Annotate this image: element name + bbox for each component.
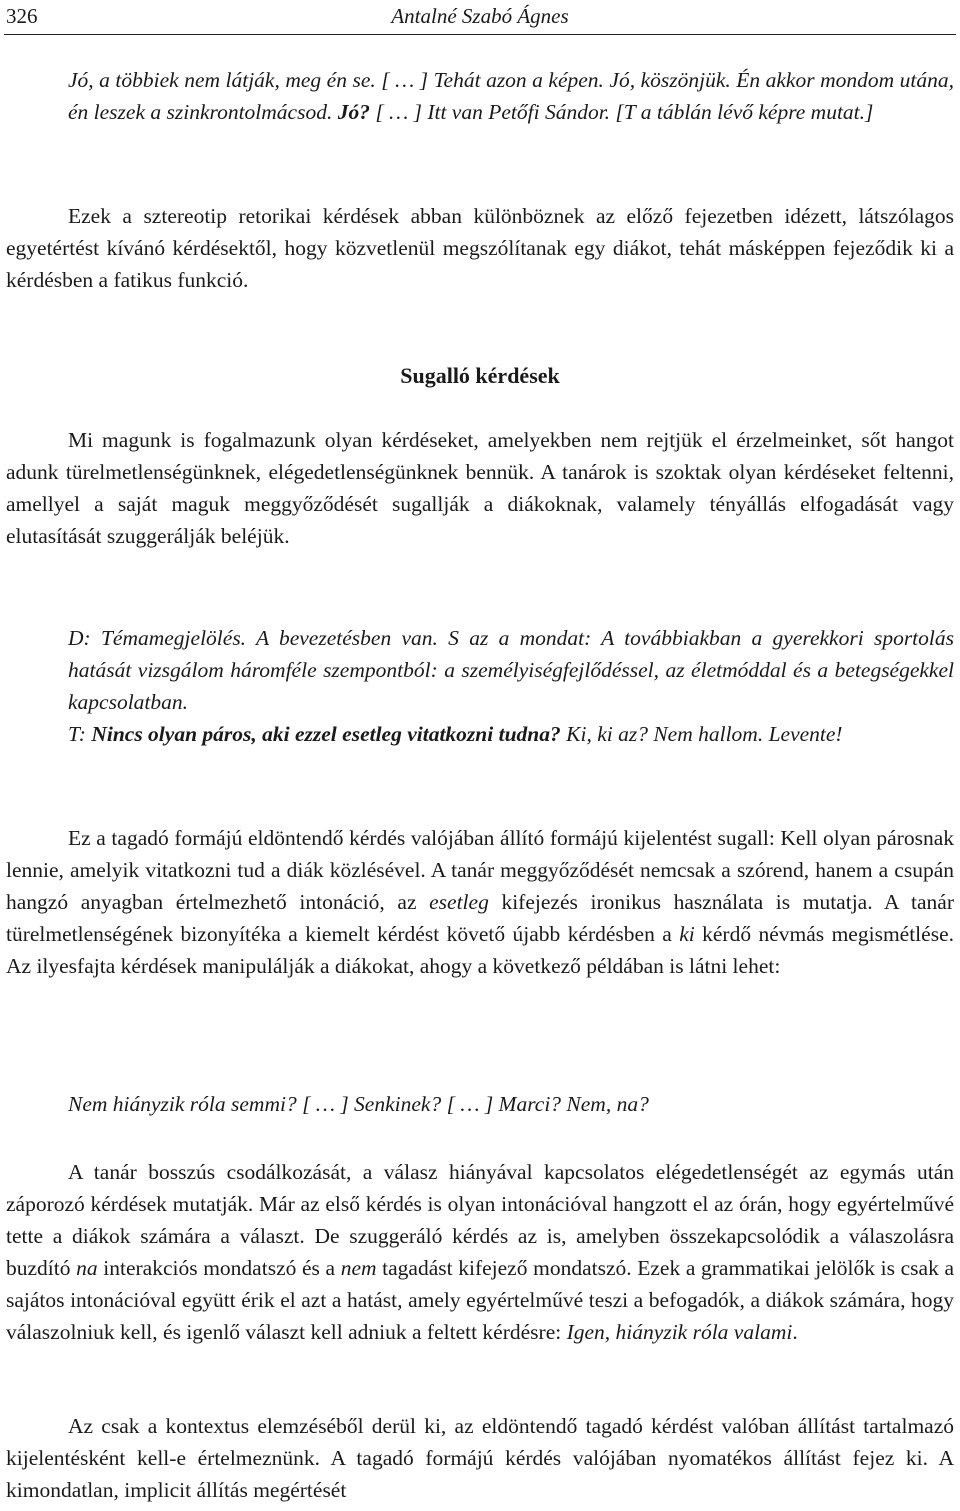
running-title: Antalné Szabó Ágnes [391,4,569,28]
section-heading: Sugalló kérdések [400,363,560,388]
paragraph-1: Ezek a sztereotip retorikai kérdések abban különböznek az előző fejezetben idézett, látszólagos egyetértést kívánó kérdésektől, hogy közvetlenül megszólítanak egy diákot, tehát másképpen fejeződik ki a kérdésben a fatikus funkció. [6,204,954,292]
text: kifejezés ironikus használata is mutatja. A tanár türelmetlenségének bizonyítéka a kiemelt kérdést követő újabb kérdésben a [6,890,954,946]
paragraph-3 [6,822,954,982]
italic-term: Igen, hiányzik róla valami [566,1320,793,1344]
quote-emphasis: Jó? [337,100,370,124]
page-header [4,0,956,35]
italic-term: ki [679,922,695,946]
speaker-label: T: [68,722,92,746]
paragraph-2: Mi magunk is fogalmazunk olyan kérdéseket, amelyekben nem rejtjük el érzelmeinket, sőt hangot adunk türelmetlenségünknek, elégedetlenségünknek bennük. A tanárok is szoktak olyan kérdéseket feltenni, amellyel a saját maguk meggyőződését sugallják a diákoknak, valamely tényállás elfogadását vagy elutasítását szuggerálják beléjük. [6,428,954,548]
text: tagadást kifejező mondatszó. Ezek a grammatikai jelölők is csak a sajátos intonációval együtt érik el azt a hatást, amely egyértelművé teszi a befogadók, a diákok számára, hogy válaszolniuk kell, és igenlő választ kell adniuk a feltett kérdésre: [6,1256,954,1344]
italic-term: esetleg [429,890,489,914]
text: A tanár bosszús csodálkozását, a válasz hiányával kapcsolatos elégedetlenségét az egymás után záporozó kérdések mutatják. Már az első kérdés is olyan intonációval hangzott el az órán, hogy egyértelművé tette a diákok számára a választ. De szuggeráló kérdés az is, amelyben összekapcsolódik a válaszolásra buzdító [6,1160,954,1280]
quote-line: D: Témamegjelölés. A bevezetésben van. S az a mondat: A továbbiakban a gyerekkori sportolás hatását vizsgálom háromféle szempontból: a személyiségfejlődéssel, az életmóddal és a betegségekkel kapcsolatban. [68,626,954,714]
quote-text: [ … ] Itt van Petőfi Sándor. [T a táblán lévő képre mutat.] [369,100,874,124]
text: Ez a tagadó formájú eldöntendő kérdés valójában állító formájú kijelentést sugall: Kell olyan párosnak lennie, amelyik vitatkozni tud a diák közlésével. A tanár meggyőződését nemcsak a szórend, hanem a csupán hangzó anyagban értelmezhető intonáció, az [6,826,954,914]
quote-block-3: Nem hiányzik róla semmi? [ … ] Senkinek? [ … ] Marci? Nem, na? [68,1092,649,1116]
text: kérdő névmás megismétlése. Az ilyesfajta kérdések manipulálják a diákokat, ahogy a következő példában is látni lehet: [6,922,954,978]
text: interakciós mondatszó és a [97,1256,341,1280]
quote-block-2 [68,622,954,750]
quote-text: Jó, a többiek nem látják, meg én se. [ … ] Tehát azon a képen. Jó, köszönjük. Én akkor mondom utána, én leszek a szinkrontolmácsod. [68,68,954,124]
italic-term: nem [340,1256,377,1280]
paragraph-4 [6,1156,954,1348]
italic-term: na [76,1256,98,1280]
paragraph-5: Az csak a kontextus elemzéséből derül ki, az eldöntendő tagadó kérdést valóban állítást tartalmazó kijelentésként kell-e értelmeznünk. A tagadó formájú kérdés valójában nyomatékos állítást fejez ki. A kimondatlan, implicit állítás megértését [6,1414,954,1502]
page-number: 326 [6,4,38,28]
text: . [792,1320,798,1344]
highlighted-question: Nincs olyan páros, aki ezzel esetleg vitatkozni tudna? [91,722,561,746]
quote-text: Ki, ki az? Nem hallom. Levente! [560,722,843,746]
quote-block-1 [68,64,954,128]
